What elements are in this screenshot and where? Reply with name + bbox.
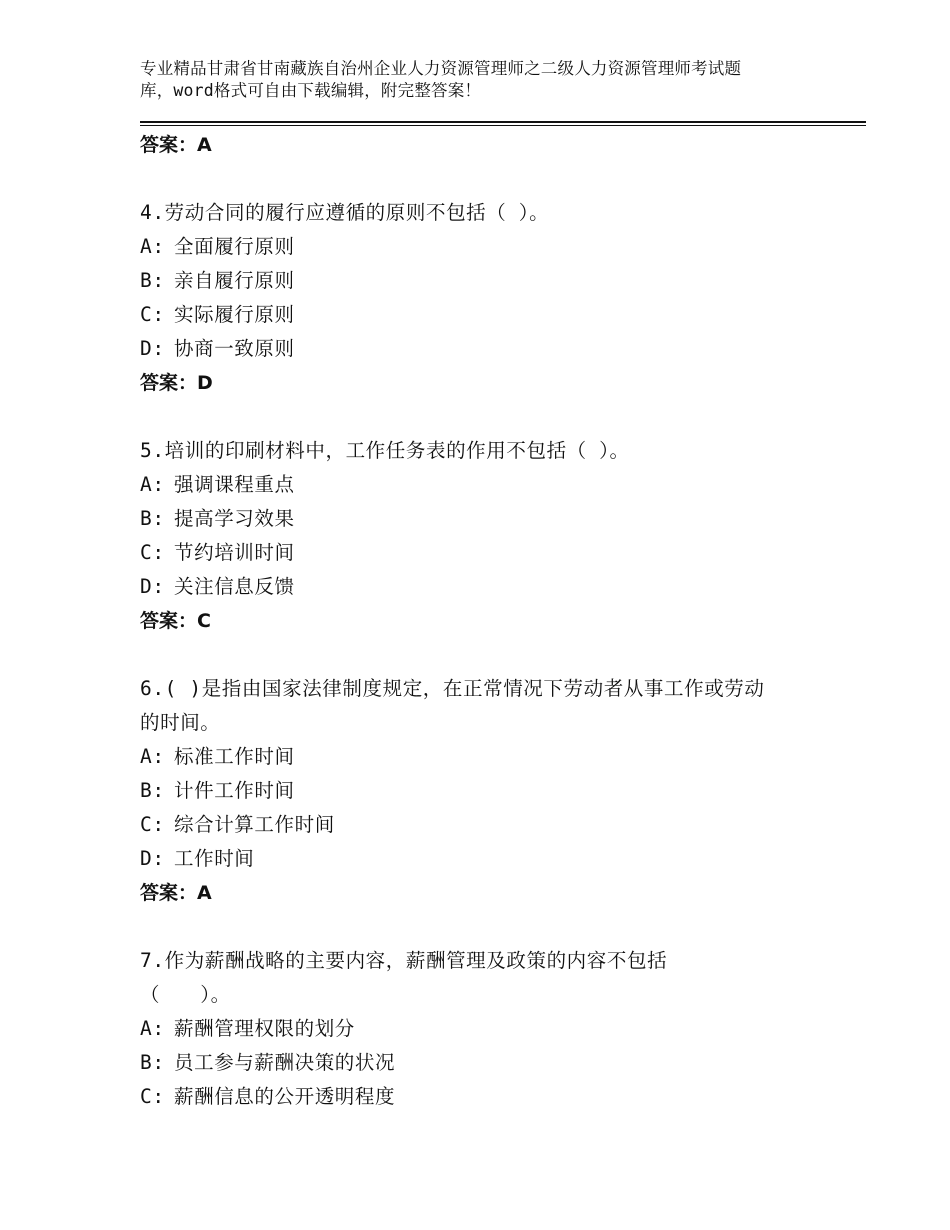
option-letter: A: (140, 473, 165, 496)
option-letter: A: (140, 235, 165, 258)
option-letter: C: (140, 541, 165, 564)
option-text: 实际履行原则 (174, 303, 295, 326)
option-letter: D: (140, 337, 165, 360)
option-c (140, 298, 840, 332)
option-text: 标准工作时间 (174, 745, 295, 768)
question-block (140, 196, 840, 400)
document-header (140, 58, 830, 102)
option-letter: A: (140, 745, 165, 768)
option-letter: B: (140, 1051, 165, 1074)
option-text: 全面履行原则 (174, 235, 295, 258)
answer-line: 答案：D (140, 372, 213, 394)
option-text: 提高学习效果 (174, 507, 295, 530)
header-divider-thin (140, 125, 866, 126)
question-block (140, 944, 840, 1114)
option-text: 节约培训时间 (174, 541, 295, 564)
option-b (140, 1046, 840, 1080)
option-letter: B: (140, 269, 165, 292)
option-text: 员工参与薪酬决策的状况 (174, 1051, 396, 1074)
document-body (140, 128, 840, 1114)
option-text: 协商一致原则 (174, 337, 295, 360)
option-c (140, 1080, 840, 1114)
option-letter: D: (140, 575, 165, 598)
option-letter: C: (140, 303, 165, 326)
option-a (140, 468, 840, 502)
answer-line: 答案：C (140, 610, 211, 632)
option-text: 亲自履行原则 (174, 269, 295, 292)
option-text: 计件工作时间 (174, 779, 295, 802)
option-a (140, 740, 840, 774)
question-block (140, 434, 840, 638)
option-text: 薪酬管理权限的划分 (174, 1017, 355, 1040)
answer-line: 答案：A (140, 134, 212, 156)
option-letter: B: (140, 507, 165, 530)
answer-line: 答案：A (140, 882, 212, 904)
option-letter: A: (140, 1017, 165, 1040)
question-text-continued: （ ）。 (140, 983, 231, 1006)
option-b (140, 502, 840, 536)
spacer (140, 162, 840, 196)
option-b (140, 774, 840, 808)
option-b (140, 264, 840, 298)
question-block (140, 672, 840, 910)
option-letter: C: (140, 813, 165, 836)
option-text: 综合计算工作时间 (174, 813, 335, 836)
header-line-2: 库，word格式可自由下载编辑，附完整答案！ (140, 81, 482, 100)
spacer (140, 638, 840, 672)
option-letter: D: (140, 847, 165, 870)
question-text: 4.劳动合同的履行应遵循的原则不包括（ ）。 (140, 201, 550, 224)
option-d (140, 332, 840, 366)
option-c (140, 536, 840, 570)
option-text: 强调课程重点 (174, 473, 295, 496)
spacer (140, 910, 840, 944)
option-letter: B: (140, 779, 165, 802)
option-text: 薪酬信息的公开透明程度 (174, 1085, 396, 1108)
question-text-continued: 的时间。 (140, 711, 221, 734)
option-text: 工作时间 (174, 847, 255, 870)
header-line-1: 专业精品甘肃省甘南藏族自治州企业人力资源管理师之二级人力资源管理师考试题 (140, 59, 742, 78)
option-letter: C: (140, 1085, 165, 1108)
option-c (140, 808, 840, 842)
option-d (140, 842, 840, 876)
spacer (140, 400, 840, 434)
option-d (140, 570, 840, 604)
option-a (140, 230, 840, 264)
option-text: 关注信息反馈 (174, 575, 295, 598)
question-text: 7.作为薪酬战略的主要内容，薪酬管理及政策的内容不包括 (140, 949, 668, 972)
option-a (140, 1012, 840, 1046)
question-text: 5.培训的印刷材料中，工作任务表的作用不包括（ ）。 (140, 439, 630, 462)
question-text: 6.( )是指由国家法律制度规定，在正常情况下劳动者从事工作或劳动 (140, 677, 765, 700)
header-divider (140, 121, 866, 123)
